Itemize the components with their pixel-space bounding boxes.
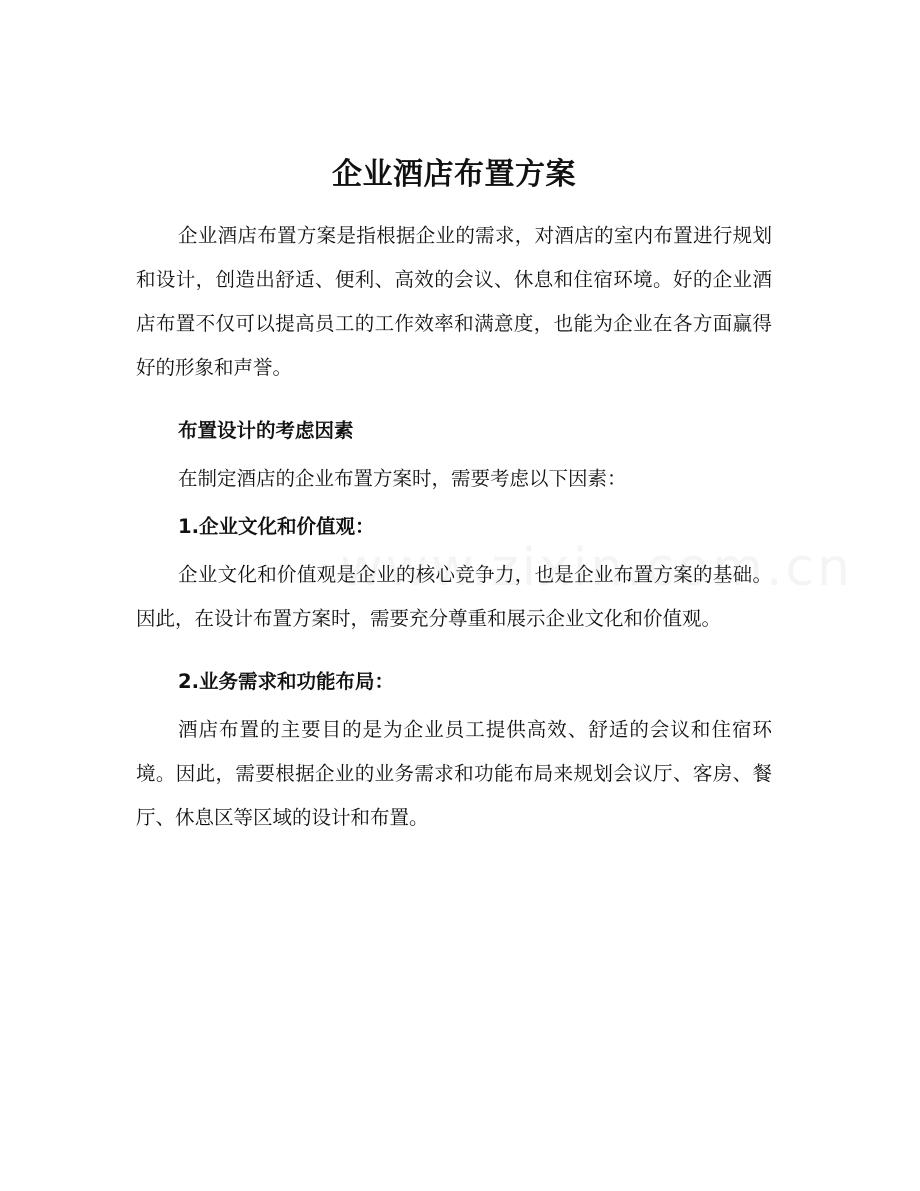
item-text-2: 酒店布置的主要目的是为企业员工提供高效、舒适的会议和住宿环境。因此，需要根据企业的业务需求和功能布局来规划会议厅、客房、餐厅、休息区等区域的设计和布置。	[136, 718, 772, 829]
section-heading: 布置设计的考虑因素	[178, 419, 354, 442]
spacer	[136, 641, 772, 660]
item-heading-1: 1.企业文化和价值观：	[178, 515, 375, 538]
intro-paragraph: 企业酒店布置方案是指根据企业的需求，对酒店的室内布置进行规划和设计，创造出舒适、便利、高效的会议、休息和住宿环境。好的企业酒店布置不仅可以提高员工的工作效率和满意度，也能为企业在各方面赢得好的形象和声誉。	[136, 224, 772, 379]
document-body	[136, 150, 772, 840]
spacer	[136, 200, 772, 214]
item-heading-2: 2.业务需求和功能布局：	[178, 670, 394, 693]
document-title: 企业酒店布置方案	[332, 157, 576, 192]
spacer	[136, 390, 772, 409]
section-intro: 在制定酒店的企业布置方案时，需要考虑以下因素：	[178, 467, 627, 490]
item-text-1: 企业文化和价值观是企业的核心竞争力，也是企业布置方案的基础。因此，在设计布置方案时，需要充分尊重和展示企业文化和价值观。	[136, 563, 772, 630]
